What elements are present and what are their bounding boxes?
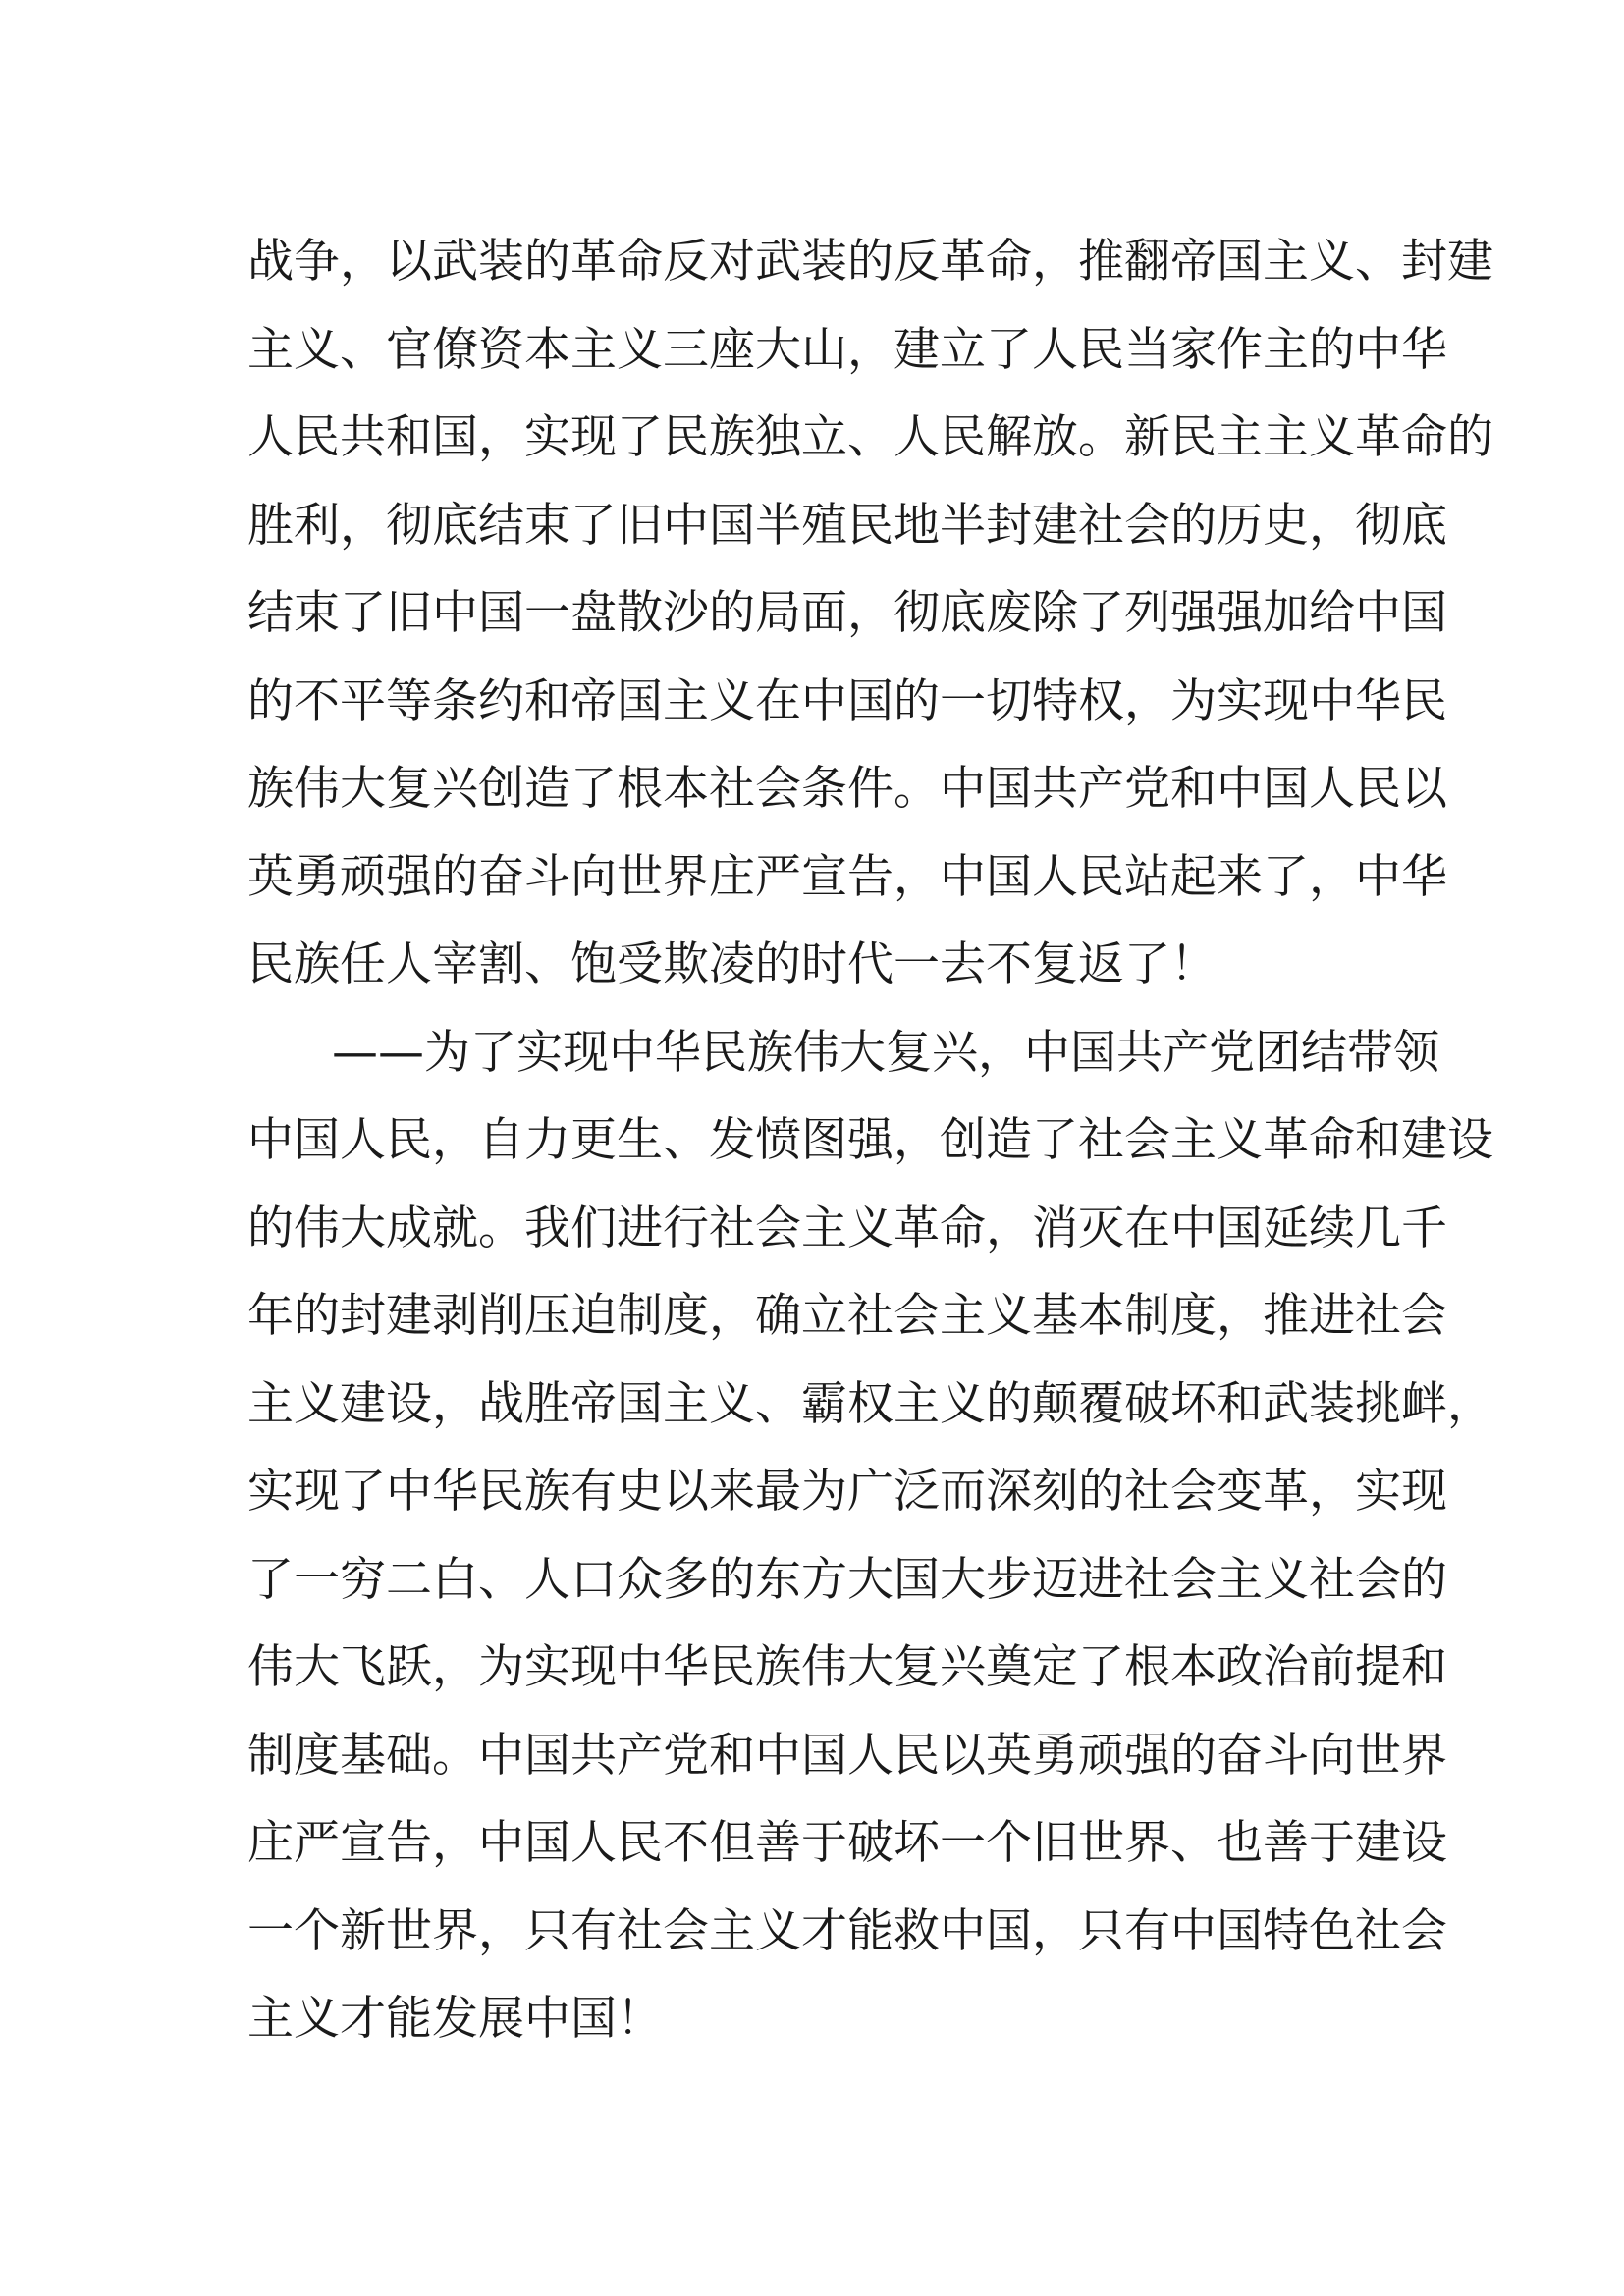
text-line: 人民共和国，实现了民族独立、人民解放。新民主主义革命的 xyxy=(247,410,1493,464)
text-line: 族伟大复兴创造了根本社会条件。中国共产党和中国人民以 xyxy=(247,762,1447,816)
text-line: 战争，以武装的革命反对武装的反革命，推翻帝国主义、封建 xyxy=(247,235,1493,289)
body-text xyxy=(247,218,1493,2063)
text-line: 主义、官僚资本主义三座大山，建立了人民当家作主的中华 xyxy=(247,322,1447,377)
text-line: 的伟大成就。我们进行社会主义革命，消灭在中国延续几千 xyxy=(247,1201,1447,1255)
text-line: 主义才能发展中国！ xyxy=(247,1992,663,2046)
text-line: 实现了中华民族有史以来最为广泛而深刻的社会变革，实现 xyxy=(247,1465,1447,1519)
text-line: 的不平等条约和帝国主义在中国的一切特权，为实现中华民 xyxy=(247,673,1447,728)
text-line: 中国人民，自力更生、发愤图强，创造了社会主义革命和建设 xyxy=(247,1113,1493,1167)
text-line: 英勇顽强的奋斗向世界庄严宣告，中国人民站起来了，中华 xyxy=(247,849,1447,904)
text-line: 胜利，彻底结束了旧中国半殖民地半封建社会的历史，彻底 xyxy=(247,498,1447,553)
text-line: 庄严宣告，中国人民不但善于破坏一个旧世界、也善于建设 xyxy=(247,1816,1447,1870)
text-line: 民族任人宰割、饱受欺凌的时代一去不复返了！ xyxy=(247,937,1217,991)
text-line: 制度基础。中国共产党和中国人民以英勇顽强的奋斗向世界 xyxy=(247,1728,1447,1783)
text-line: 年的封建剥削压迫制度，确立社会主义基本制度，推进社会 xyxy=(247,1289,1447,1343)
paragraph-2 xyxy=(247,1009,1493,2063)
paragraph-1 xyxy=(247,218,1493,1009)
text-line: 结束了旧中国一盘散沙的局面，彻底废除了列强强加给中国 xyxy=(247,586,1447,640)
text-line: 了一穷二白、人口众多的东方大国大步迈进社会主义社会的 xyxy=(247,1552,1447,1607)
text-line: ——为了实现中华民族伟大复兴，中国共产党团结带领 xyxy=(332,1025,1439,1080)
text-line: 主义建设，战胜帝国主义、霸权主义的颠覆破坏和武装挑衅， xyxy=(247,1376,1493,1431)
text-line: 一个新世界，只有社会主义才能救中国，只有中国特色社会 xyxy=(247,1903,1447,1958)
text-line: 伟大飞跃，为实现中华民族伟大复兴奠定了根本政治前提和 xyxy=(247,1640,1447,1694)
